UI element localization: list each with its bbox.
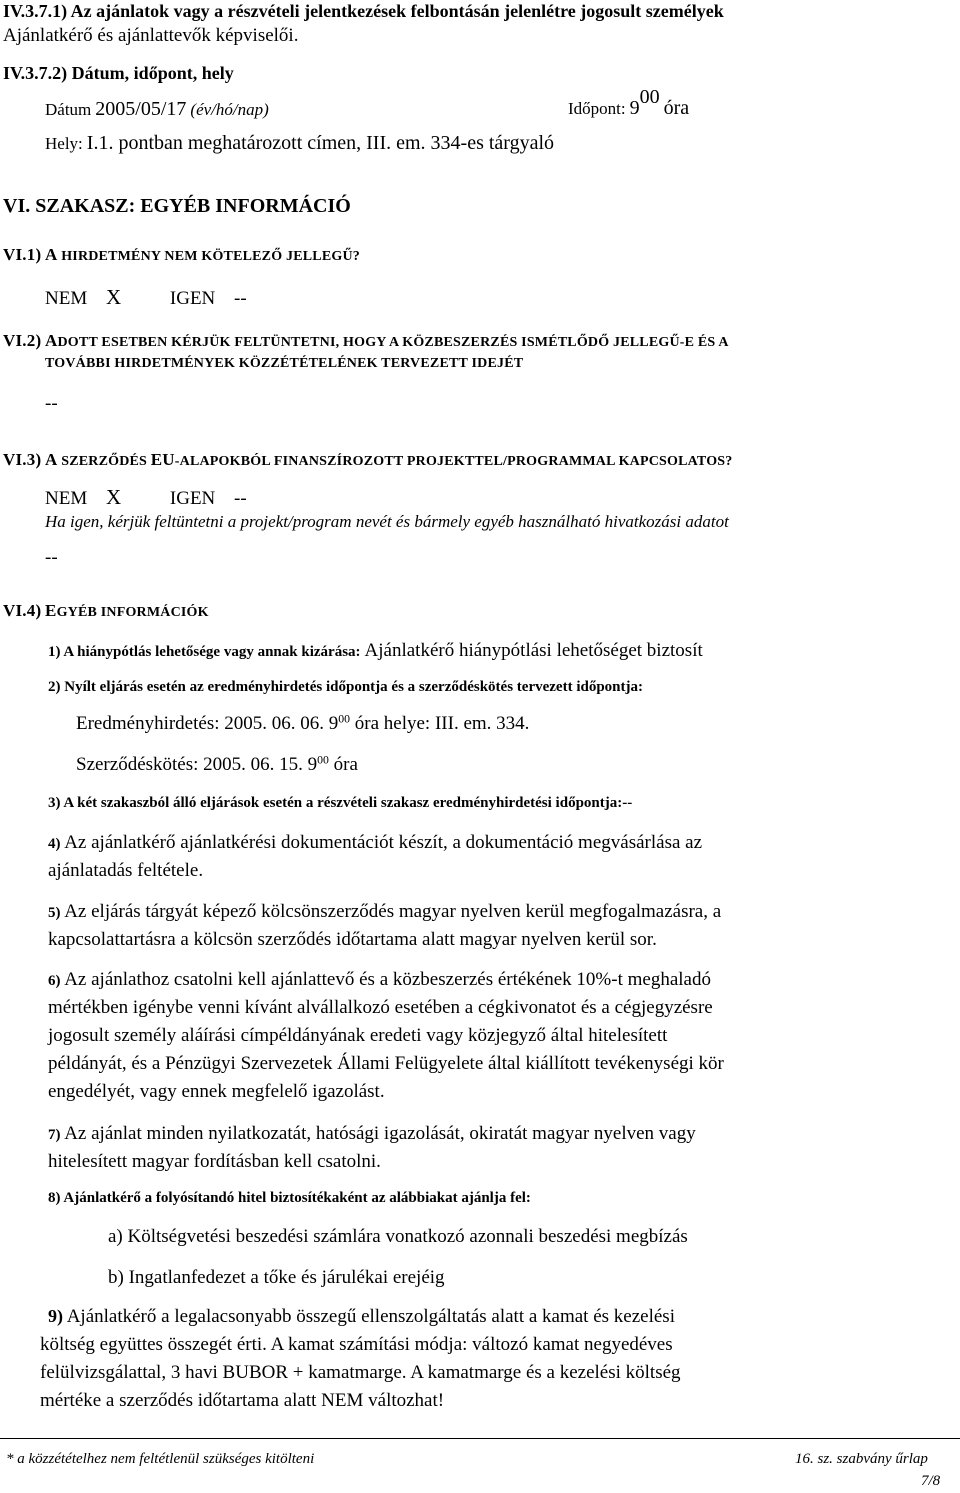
item-1-value: Ajánlatkérő hiánypótlási lehetőséget biztosít	[364, 640, 703, 661]
item-2-label: 2) Nyílt eljárás esetén az eredményhirdetés időpontja és a szerződéskötés tervezett időpontja:	[48, 679, 643, 695]
time-minutes: 00	[639, 86, 660, 108]
item-7-cont: hitelesített magyar fordításban kell csatolni.	[48, 1151, 381, 1172]
place-label: Hely:	[45, 134, 83, 153]
place-value: I.1. pontban meghatározott címen, III. em. 334-es tárgyaló	[86, 132, 555, 154]
footer-note: * a közzétételhez nem feltétlenül szükséges kitölteni	[6, 1451, 315, 1467]
vi-2-answer: --	[45, 393, 58, 414]
no-mark: X	[105, 485, 122, 509]
date-row	[45, 99, 269, 119]
date-value: 2005/05/17	[95, 98, 187, 120]
vi-4-heading: VI.4) EGYÉB INFORMÁCIÓK	[3, 601, 209, 620]
item-4: 4) Az ajánlatkérő ajánlatkérési dokumentációt készít, a dokumentáció megvásárlása az	[48, 832, 703, 853]
item-1	[48, 641, 703, 660]
vi-3-project-value: --	[45, 547, 58, 568]
item-8-label: 8) Ajánlatkérő a folyósítandó hitel biztosítékaként az alábbiakat ajánlja fel:	[48, 1190, 531, 1206]
item-6-cont-1: mértékben igénybe venni kívánt alvállalkozó esetében a cégkivonatot és a cégjegyzésre	[48, 997, 713, 1018]
item-5: 5) Az eljárás tárgyát képező kölcsönszerződés magyar nyelven kerül megfogalmazásra, a	[48, 901, 722, 922]
item-6-cont-2: jogosult személy aláírási címpéldányának eredeti vagy közjegyző által hitelesített	[48, 1025, 668, 1046]
item-9: 9) Ajánlatkérő a legalacsonyabb összegű ellenszolgáltatás alatt a kamat és kezelési	[48, 1306, 675, 1327]
date-format: (év/hó/nap)	[190, 100, 269, 119]
vi-3-answer	[45, 487, 247, 508]
item-6: 6) Az ajánlathoz csatolni kell ajánlattevő és a közbeszerzés értékének 10%-t meghaladó	[48, 969, 711, 990]
vi-3-heading: VI.3) A SZERZŐDÉS EU-ALAPOKBÓL FINANSZÍROZOTT PROJEKTTEL/PROGRAMMAL KAPCSOLATOS?	[3, 450, 733, 469]
footer-form-id: 16. sz. szabvány űrlap	[795, 1451, 928, 1467]
footer-divider	[0, 1438, 960, 1439]
item-8-option-a: a) Költségvetési beszedési számlára vonatkozó azonnali beszedési megbízás	[108, 1226, 688, 1247]
time-label: Időpont:	[568, 99, 626, 118]
yes-option: IGEN	[169, 288, 216, 309]
vi-2-heading: VI.2) ADOTT ESETBEN KÉRJÜK FELTÜNTETNI, HOGY A KÖZBESZERZÉS ISMÉTLŐDŐ JELLEGŰ-E ÉS A	[3, 331, 729, 350]
item-9-cont-1: költség együttes összegét érti. A kamat számítási módja: változó kamat negyedéves	[40, 1334, 673, 1355]
item-6-cont-3: példányát, és a Pénzügyi Szervezetek Állami Felügyelete által kiállított tevékenységi kör	[48, 1053, 724, 1074]
no-option: NEM	[45, 288, 88, 309]
item-4-cont: ajánlatadás feltétele.	[48, 860, 204, 881]
item-7: 7) Az ajánlat minden nyilatkozatát, hatósági igazolását, okiratát magyar nyelven vagy	[48, 1123, 696, 1144]
yes-mark: --	[234, 488, 247, 509]
item-9-cont-3: mértéke a szerződés időtartama alatt NEM változhat!	[40, 1390, 445, 1411]
date-label: Dátum	[45, 100, 92, 119]
contract-date: Szerződéskötés: 2005. 06. 15. $9^{00}$ óra	[76, 753, 358, 775]
section-iv-3-7-2-heading: IV.3.7.2) Dátum, időpont, hely	[3, 63, 234, 83]
vi-2-heading-cont: TOVÁBBI HIRDETMÉNYEK KÖZZÉTÉTELÉNEK TERVEZETT IDEJÉT	[45, 356, 524, 371]
time-unit: óra	[663, 97, 690, 119]
footer-page-number: 7/8	[921, 1473, 941, 1489]
item-3: 3) A két szakaszból álló eljárások esetén a részvételi szakasz eredményhirdetési időpontja:--	[48, 795, 633, 811]
announcement-date: Eredményhirdetés: 2005. 06. 06. $9^{00}$ óra helye: III. em. 334.	[76, 712, 530, 734]
item-9-cont-2: felülvizsgálattal, 3 havi BUBOR + kamatmarge. A kamatmarge és a kezelési költség	[40, 1362, 681, 1383]
attendees-text: Ajánlatkérő és ajánlattevők képviselői.	[3, 25, 299, 46]
no-option: NEM	[45, 488, 88, 509]
section-iv-3-7-1-heading: IV.3.7.1) Az ajánlatok vagy a részvételi jelentkezések felbontásán jelenlétre jogosult személyek	[3, 1, 724, 21]
yes-mark: --	[234, 288, 247, 309]
time-row	[568, 86, 690, 119]
item-1-label: 1) A hiánypótlás lehetősége vagy annak kizárása:	[48, 644, 361, 660]
section-vi-heading: VI. SZAKASZ: EGYÉB INFORMÁCIÓ	[3, 195, 351, 217]
vi-1-heading: VI.1) A HIRDETMÉNY NEM KÖTELEZŐ JELLEGŰ?	[3, 245, 360, 264]
place-row	[45, 133, 554, 153]
vi-3-instruction: Ha igen, kérjük feltüntetni a projekt/program nevét és bármely egyéb használható hivatkozási adatot	[45, 512, 729, 531]
item-6-cont-4: engedélyét, vagy ennek megfelelő igazolást.	[48, 1081, 385, 1102]
item-5-cont: kapcsolattartásra a kölcsön szerződés időtartama alatt magyar nyelven kerül sor.	[48, 929, 657, 950]
vi-1-answer	[45, 287, 247, 308]
yes-option: IGEN	[169, 488, 216, 509]
no-mark: X	[105, 285, 122, 309]
time-value: 9	[629, 97, 640, 119]
item-8-option-b: b) Ingatlanfedezet a tőke és járulékai erejéig	[108, 1267, 445, 1288]
